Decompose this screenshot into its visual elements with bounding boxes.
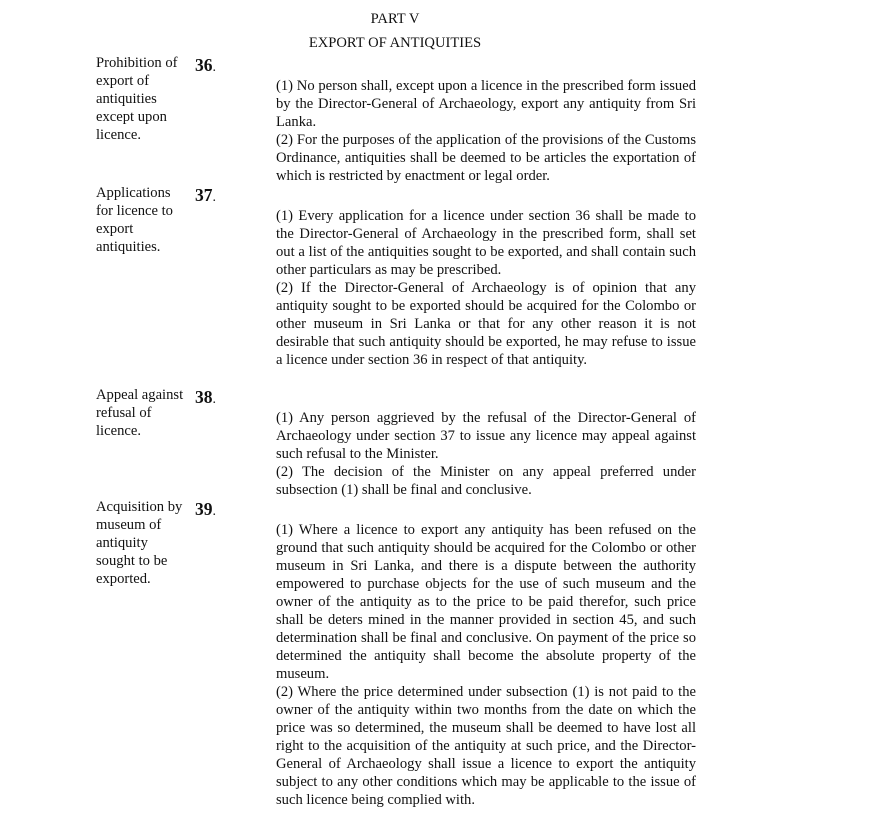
marginal-note: Applications for licence to export antiquities. bbox=[96, 185, 173, 255]
part-label: PART V bbox=[370, 11, 420, 27]
section-number-value: 38 bbox=[195, 387, 213, 407]
marginal-note: Appeal against refusal of licence. bbox=[96, 387, 184, 439]
section-number: 39. bbox=[195, 499, 216, 519]
section-number-value: 37 bbox=[195, 185, 213, 205]
section-number: 37. bbox=[195, 185, 216, 205]
section-number: 38. bbox=[195, 387, 216, 407]
subsection-paragraph: (2) The decision of the Minister on any appeal preferred under subsection (1) shall be final and conclusive. bbox=[276, 464, 696, 498]
subsection-paragraph: (1) Every application for a licence under section 36 shall be made to the Director-General of Archaeology in the prescribed form, shall set out a list of the antiquities sought to be exported, and shall contain such other particulars as may be prescribed. bbox=[276, 208, 696, 278]
section-body bbox=[276, 521, 696, 809]
section-body bbox=[276, 409, 696, 499]
section-body bbox=[276, 77, 696, 185]
section-body bbox=[276, 207, 696, 369]
section-number-value: 36 bbox=[195, 55, 213, 75]
subsection-paragraph: (1) No person shall, except upon a licence in the prescribed form issued by the Director-General of Archaeology, export any antiquity from Sri Lanka. bbox=[276, 78, 696, 130]
subsection-paragraph: (2) For the purposes of the application of the provisions of the Customs Ordinance, antiquities shall be deemed to be articles the exportation of which is restricted by enactment or legal order. bbox=[276, 132, 696, 184]
section-number-value: 39 bbox=[195, 499, 213, 519]
subsection-paragraph: (2) If the Director-General of Archaeology is of opinion that any antiquity sought to be exported should be acquired for the Colombo or other museum in Sri Lanka or that for any other reason it is not desirable that such antiquity should be exported, he may refuse to issue a licence under section 36 in respect of that antiquity. bbox=[276, 280, 696, 368]
subsection-paragraph: (1) Any person aggrieved by the refusal of the Director-General of Archaeology under section 37 to issue any licence may appeal against such refusal to the Minister. bbox=[276, 410, 696, 462]
marginal-note: Acquisition by museum of antiquity sought to be exported. bbox=[96, 499, 183, 587]
section-number: 36. bbox=[195, 55, 216, 75]
subsection-paragraph: (1) Where a licence to export any antiquity has been refused on the ground that such antiquity should be acquired for the Colombo or other museum in Sri Lanka, and there is a dispute between the authority empowered to purchase objects for the use of such museum and the owner of the antiquity as to the price to be paid therefor, such price shall be deters mined in the manner provided in section 45, and such determination shall be final and conclusive. On payment of the price so determined the antiquity shall become the absolute property of the museum. bbox=[276, 522, 696, 682]
part-title: EXPORT OF ANTIQUITIES bbox=[308, 35, 482, 51]
marginal-note: Prohibition of export of antiquities except upon licence. bbox=[96, 55, 178, 143]
subsection-paragraph: (2) Where the price determined under subsection (1) is not paid to the owner of the antiquity within two months from the date on which the price was so determined, the museum shall be deemed to have lost all right to the acquisition of the antiquity at such price, and the Director-General of Archaeology shall issue a licence to export the antiquity subject to any other conditions which may be applicable to the issue of such licence being complied with. bbox=[276, 684, 696, 808]
